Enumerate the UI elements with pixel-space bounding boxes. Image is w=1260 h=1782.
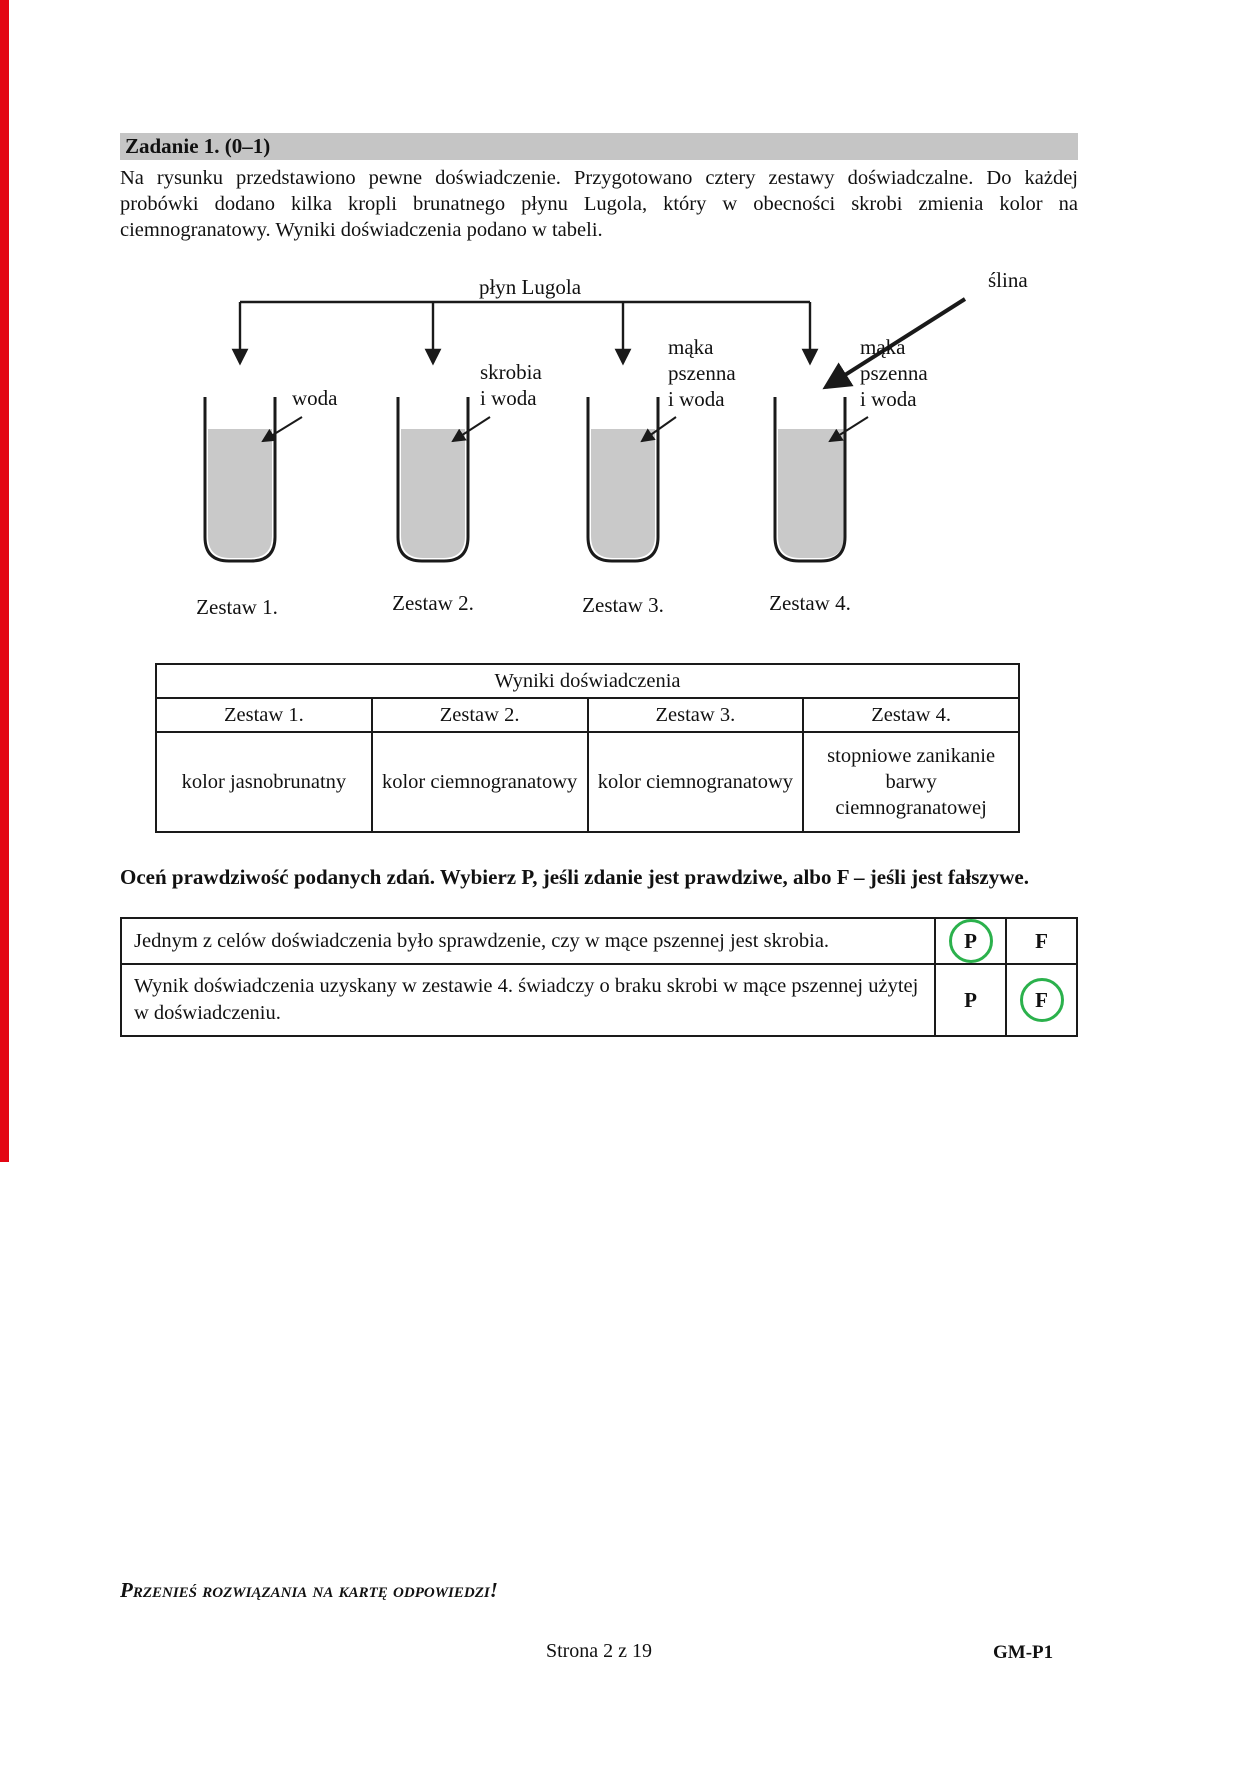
results-value-4: stopniowe zanikanie barwy ciemnogranatowej bbox=[803, 732, 1019, 832]
results-col-header-4: Zestaw 4. bbox=[803, 698, 1019, 732]
tube-3-contents-label-line-3: i woda bbox=[668, 387, 725, 411]
results-value-2: kolor ciemnogranatowy bbox=[372, 732, 588, 832]
results-table bbox=[155, 663, 1020, 833]
set-2-caption: Zestaw 2. bbox=[392, 591, 474, 615]
tube-2-contents-label-line-2: i woda bbox=[480, 386, 537, 410]
task-intro-paragraph: Na rysunku przedstawiono pewne doświadczenie. Przygotowano cztery zestawy doświadczalne. Do każdej probówki dodano kilka kropli brunatnego płynu Lugola, który w obecności skrobi zmienia kolor na ciemnogranatowy. Wyniki doświadczenia podano w tabeli. bbox=[120, 167, 1078, 241]
tube-4-contents-label-line-3: i woda bbox=[860, 387, 917, 411]
results-col-header-1: Zestaw 1. bbox=[156, 698, 372, 732]
document-code: GM-P1 bbox=[993, 1642, 1054, 1663]
pf-statement-1: Jednym z celów doświadczenia było sprawdzenie, czy w mące pszennej jest skrobia. bbox=[121, 918, 935, 964]
results-col-header-3: Zestaw 3. bbox=[588, 698, 804, 732]
set-3-caption: Zestaw 3. bbox=[582, 593, 664, 617]
tube-2-contents-label-line-1: skrobia bbox=[480, 360, 542, 384]
true-false-table bbox=[120, 917, 1078, 1037]
test-tube-1 bbox=[205, 397, 275, 561]
tube-1-contents-label: woda bbox=[292, 386, 338, 410]
test-tube-2-liquid bbox=[401, 429, 465, 558]
pf-choice-1-P bbox=[935, 964, 1006, 1036]
results-table-header-row bbox=[156, 698, 1019, 732]
test-tube-3-liquid bbox=[591, 429, 655, 558]
pf-row-1 bbox=[121, 918, 1077, 964]
test-tube-2 bbox=[398, 397, 468, 561]
test-tube-4 bbox=[775, 397, 845, 561]
lugol-liquid-label: płyn Lugola bbox=[478, 275, 582, 299]
results-table-title-row bbox=[156, 664, 1019, 698]
transfer-answers-note: Przenieś rozwiązania na kartę odpowiedzi! bbox=[120, 1578, 498, 1602]
results-col-header-2: Zestaw 2. bbox=[372, 698, 588, 732]
left-red-stripe bbox=[0, 0, 9, 1162]
set-4-caption: Zestaw 4. bbox=[769, 591, 851, 615]
experiment-diagram bbox=[120, 267, 1078, 639]
experiment-diagram-svg bbox=[120, 267, 1078, 639]
task-header: Zadanie 1. (0–1) bbox=[120, 133, 1078, 160]
page-number: Strona 2 z 19 bbox=[545, 1640, 653, 1662]
pf-statement-2: Wynik doświadczenia uzyskany w zestawie 4. świadczy o braku skrobi w mące pszennej użytej w doświadczeniu. bbox=[121, 964, 935, 1036]
pf-choice-1-P-mark: P bbox=[964, 987, 977, 1012]
tube-3-contents-label-line-2: pszenna bbox=[668, 361, 736, 385]
tube-4-contents-label-line-1: mąka bbox=[860, 335, 906, 359]
results-value-1: kolor jasnobrunatny bbox=[156, 732, 372, 832]
results-table-title: Wyniki doświadczenia bbox=[156, 664, 1019, 698]
tube-4-contents-label-line-2: pszenna bbox=[860, 361, 928, 385]
pf-row-2 bbox=[121, 964, 1077, 1036]
true-false-instruction: Oceń prawdziwość podanych zdań. Wybierz P, jeśli zdanie jest prawdziwe, albo F – jeśli jest fałszywe. bbox=[120, 865, 1029, 889]
pf-choice-0-F bbox=[1006, 918, 1077, 964]
test-tube-1-liquid bbox=[208, 429, 272, 558]
pf-choice-1-F-mark: F bbox=[1020, 978, 1064, 1022]
page-content bbox=[120, 133, 1078, 1037]
test-tube-3 bbox=[588, 397, 658, 561]
pf-choice-0-F-mark: F bbox=[1035, 928, 1048, 953]
results-table-value-row bbox=[156, 732, 1019, 832]
results-value-3: kolor ciemnogranatowy bbox=[588, 732, 804, 832]
set-1-caption: Zestaw 1. bbox=[196, 595, 278, 619]
test-tube-4-liquid bbox=[778, 429, 844, 558]
pf-choice-0-P bbox=[935, 918, 1006, 964]
tube-3-contents-label-line-1: mąka bbox=[668, 335, 714, 359]
pf-choice-1-F bbox=[1006, 964, 1077, 1036]
pf-choice-0-P-mark: P bbox=[949, 919, 993, 963]
saliva-label: ślina bbox=[988, 268, 1028, 292]
